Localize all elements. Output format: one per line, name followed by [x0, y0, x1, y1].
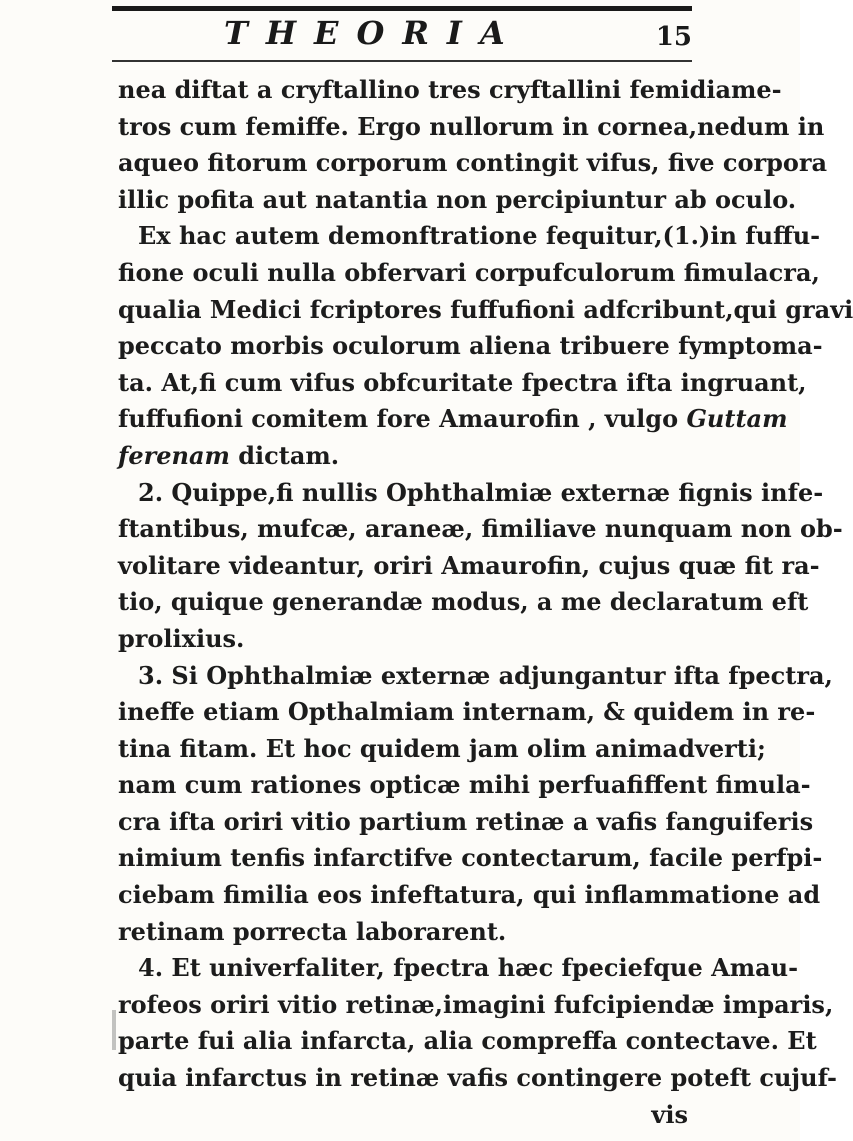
text-segment: fuffufioni comitem fore Amaurofin , vulgo	[118, 404, 679, 434]
body-text	[118, 72, 853, 1133]
text-line: illic pofita aut natantia non percipiuntur ab oculo.	[118, 184, 797, 214]
page-margin-mark	[112, 1010, 116, 1050]
text-line: nam cum rationes opticæ mihi perfuafiffent fimula-	[118, 770, 811, 800]
text-line: parte fui alia infarcta, alia compreffa contectave. Et	[118, 1026, 817, 1056]
text-line: tio, quique generandæ modus, a me declaratum eft	[118, 587, 809, 617]
text-line: prolixius.	[118, 623, 245, 653]
text-line: 2. Quippe,fi nullis Ophthalmiæ externæ fignis infe-	[138, 477, 824, 507]
text-line: ftantibus, mufcæ, araneæ, fimiliave nunquam non ob-	[118, 514, 843, 544]
text-line	[118, 438, 698, 475]
text-line: nimium tenfis infarctifve contectarum, facile perfpi-	[118, 843, 823, 873]
text-line	[118, 401, 788, 438]
text-line: cra ifta oriri vitio partium retinæ a vafis fanguiferis	[118, 806, 814, 836]
text-line: nea diftat a cryftallino tres cryftallini femidiame-	[118, 75, 782, 104]
text-line: 3. Si Ophthalmiæ externæ adjungantur ifta fpectra,	[138, 660, 833, 690]
text-line: retinam porrecta laborarent.	[118, 916, 507, 946]
text-line: aqueo fitorum corporum contingit vifus, five corpora	[118, 148, 828, 178]
text-line: rofeos oriri vitio retinæ,imagini fufcipiendæ imparis,	[118, 989, 834, 1019]
text-line: tina fitam. Et hoc quidem jam olim animadverti;	[118, 733, 766, 763]
text-line: ta. At,fi cum vifus obfcuritate fpectra ifta ingruant,	[118, 367, 807, 397]
page-header	[112, 14, 692, 64]
text-line: ineffe etiam Opthalmiam internam, & quidem in re-	[118, 697, 816, 727]
italic-phrase: ferenam	[118, 440, 230, 470]
italic-phrase: Guttam	[686, 404, 788, 434]
text-line: Ex hac autem demonftratione fequitur,(1.)in fuffu-	[138, 221, 821, 251]
text-line: qualia Medici fcriptores fuffufioni adfcribunt,qui gravi	[118, 294, 853, 324]
running-head: THEORIA	[224, 14, 523, 52]
text-line: tros cum femiffe. Ergo nullorum in cornea,nedum in	[118, 111, 825, 141]
top-rule	[112, 6, 692, 11]
text-line: peccato morbis oculorum aliena tribuere fymptoma-	[118, 331, 823, 361]
page-number: 15	[655, 22, 692, 52]
catchword: vis	[651, 1099, 688, 1129]
text-line: quia infarctus in retinæ vafis contingere poteft cujuf-	[118, 1063, 837, 1093]
text-line: fione oculi nulla obfervari corpufculorum fimulacra,	[118, 257, 820, 287]
text-line: volitare videantur, oriri Amaurofin, cujus quæ fit ra-	[118, 550, 820, 580]
header-rule	[112, 60, 692, 62]
text-line: 4. Et univerfaliter, fpectra hæc fpeciefque Amau-	[138, 953, 799, 983]
text-segment: dictam.	[229, 440, 340, 470]
text-line: ciebam fimilia eos infeftatura, qui inflammatione ad	[118, 880, 821, 910]
